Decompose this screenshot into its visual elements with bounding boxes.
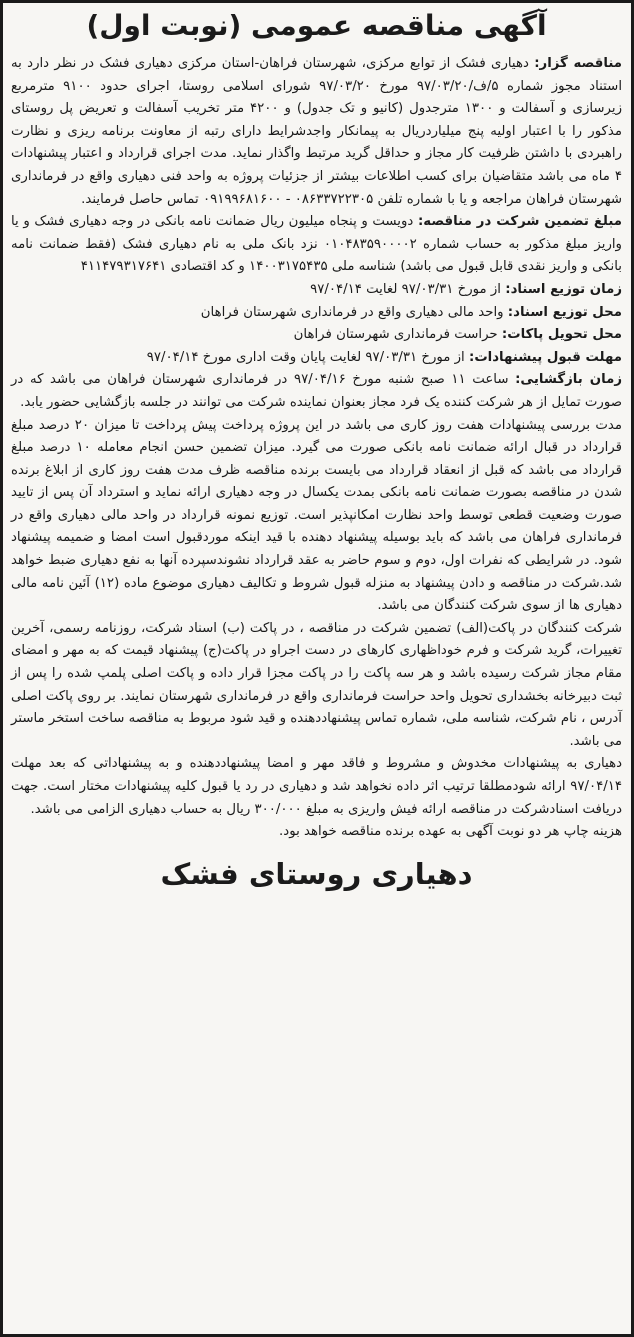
notice-body xyxy=(3,7,631,894)
delivery-place-text: حراست فرمانداری شهرستان فراهان xyxy=(293,327,498,343)
deadline-row xyxy=(11,347,622,370)
distribution-place-label: محل توزیع اسناد: xyxy=(507,304,622,320)
opening-paragraph xyxy=(11,369,622,414)
notice-title: آگهی مناقصه عمومی (نوبت اول) xyxy=(86,9,547,42)
organizer-paragraph xyxy=(11,53,622,211)
terms-paragraph: مدت بررسی پیشنهادات هفت روز کاری می باشد در این پروژه پرداخت پیش پرداخت تا میزان ۲۰ درصد مبلغ قرارداد در قبال ارائه ضمانت نامه بانکی صورت می گیرد. میزان تضمین حسن انجام معامله ۱۰ درصد مبلغ قرارداد می باشد که قبل از انعقاد قرارداد می بایست برنده مناقصه ظرف مدت هفت روز کاری از ابلاغ برنده شدن در مناقصه بصورت ضمانت نامه بانکی بمدت یکسال در وجه دهیاری ارائه نماید و استرداد آن پس از تایید صورت وضعیت قطعی توسط واحد نظارت امکانپذیر است. توزیع نمونه قرارداد در واحد مالی دهیاری واقع در فرمانداری فراهان می باشد که باید بوسیله پیشنهاد دهنده با قید اینکه موردقبول است امضا و ضمیمه پیشنهاد شود. در شرایطی که نفرات اول، دوم و سوم حاضر به عقد قرارداد نشوندسپرده آنها به نفع دهیاری ضبط خواهد شد.شرکت در مناقصه و دادن پیشنهاد به منزله قبول شروط و تکالیف دهیاری موضوع ماده (۱۲) آئین نامه مالی دهیاری ها از سوی شرکت کنندگان می باشد. xyxy=(11,417,623,614)
delivery-place-label: محل تحویل پاکات: xyxy=(501,327,622,343)
opening-label: زمان بازگشایی: xyxy=(515,372,622,388)
distribution-time-text: از مورخ ۹۷/۰۳/۳۱ لغایت ۹۷/۰۴/۱۴ xyxy=(310,281,502,297)
distribution-time-label: زمان توزیع اسناد: xyxy=(505,281,622,297)
cost-paragraph: هزینه چاپ هر دو نوبت آگهی به عهده برنده مناقصه خواهد بود. xyxy=(279,824,622,840)
guarantee-paragraph xyxy=(11,211,622,279)
opening-text: ساعت ۱۱ صبح شنبه مورخ ۹۷/۰۴/۱۶ در فرمانداری شهرستان فراهان می باشد که در صورت تمایل از هر شرکت کننده یک فرد مجاز بعنوان نماینده شرکت می توانند در جلسه بازگشایی حضور یابد. xyxy=(11,372,622,410)
conditions-paragraph: دهیاری به پیشنهادات مخدوش و مشروط و فاقد مهر و امضا پیشنهاددهنده و به پیشنهاداتی که بعد مهلت ۹۷/۰۴/۱۴ ارائه شودمطلقا ترتیب اثر داده نخواهد شد و دهیاری در رد یا قبول کلیه پیشنهادات مختار است. جهت دریافت اسنادشرکت در مناقصه ارائه فیش واریزی به مبلغ ۳۰۰/۰۰۰ ریال به حساب دهیاری الزامی می باشد. xyxy=(11,756,622,817)
guarantee-text: دویست و پنجاه میلیون ریال ضمانت نامه بانکی در وجه دهیاری فشک و یا واریز مبلغ مذکور به حساب شماره ۰۱۰۴۸۳۵۹۰۰۰۰۲ نزد بانک ملی به نام دهیاری فشک (فقط ضمانت نامه بانکی و واریز نقدی قابل قبول می باشد) شناسه ملی ۱۴۰۰۳۱۷۵۴۳۵ و کد اقتصادی ۴۱۱۴۷۹۳۱۷۶۴۱ xyxy=(11,214,622,275)
deadline-text: از مورخ ۹۷/۰۳/۳۱ لغایت پایان وقت اداری مورخ ۹۷/۰۴/۱۴ xyxy=(146,349,465,365)
distribution-place-text: واحد مالی دهیاری واقع در فرمانداری شهرستان فراهان xyxy=(200,304,504,320)
distribution-time-row xyxy=(11,279,622,302)
signature: دهیاری روستای فشک xyxy=(160,856,473,891)
distribution-place-row xyxy=(11,302,622,325)
organizer-label: مناقصه گزار: xyxy=(534,56,622,71)
deadline-label: مهلت قبول پیشنهادات: xyxy=(469,349,622,365)
guarantee-label: مبلغ تضمین شرکت در مناقصه: xyxy=(417,214,622,230)
organizer-text: دهیاری فشک از توابع مرکزی، شهرستان فراهان-استان مرکزی دهیاری فشک در نظر دارد به استناد مجوز شماره ۵/ف/۹۷/۰۳/۲۰ مورخ ۹۷/۰۳/۲۰ شورای اسلامی روستا، اجرای حدود ۹۱۰۰ مترمربع زیرسازی و آسفالت و ۱۳۰۰ مترجدول (کانیو و تک جدول) و ۴۲۰۰ متر تخریب آسفالت و تعریض پل روستای مذکور را با اعتبار اولیه پنج میلیاردریال به پیمانکار واجدشرایط دارای رتبه از معاونت برنامه ریزی و نظارت راهبردی با داشتن ظرفیت کار مجاز و حداقل گرید مرتبط واگذار نماید. مدت اجرای قرارداد و اعتبار پیشنهادات ۴ ماه می باشد متقاضیان برای کسب اطلاعات بیشتر از جزئیات پروژه به واحد فنی دهیاری واقع در فرمانداری شهرستان فراهان مراجعه و یا با شماره تلفن ۰۸۶۳۳۷۲۲۳۰۵ - ۰۹۱۹۹۶۸۱۶۰۰ تماس حاصل فرمایند. xyxy=(11,56,623,207)
envelopes-paragraph: شرکت کنندگان در پاکت(الف) تضمین شرکت در مناقصه ، در پاکت (ب) اسناد شرکت، روزنامه رسمی، آخرین تغییرات، گرید شرکت و فرم خوداظهاری کارهای در دست اجراو در پاکت(ج) پیشنهاد قیمت که به مهر و امضای مقام مجاز شرکت رسیده باشد و هر سه پاکت را در پاکت مجزا قرار داده و پاکت اصلی پلمپ شده را پس از ثبت دبیرخانه بخشداری تحویل واحد حراست فرمانداری واقع در فرمانداری شهرستان نمایند. بر روی پاکت اصلی آدرس ، نام شرکت، شناسه ملی، شماره تماس پیشنهاددهنده و قید شود مربوط به مناقصه ساخت استخر ماستر می باشد. xyxy=(11,620,622,749)
delivery-place-row xyxy=(11,324,622,347)
